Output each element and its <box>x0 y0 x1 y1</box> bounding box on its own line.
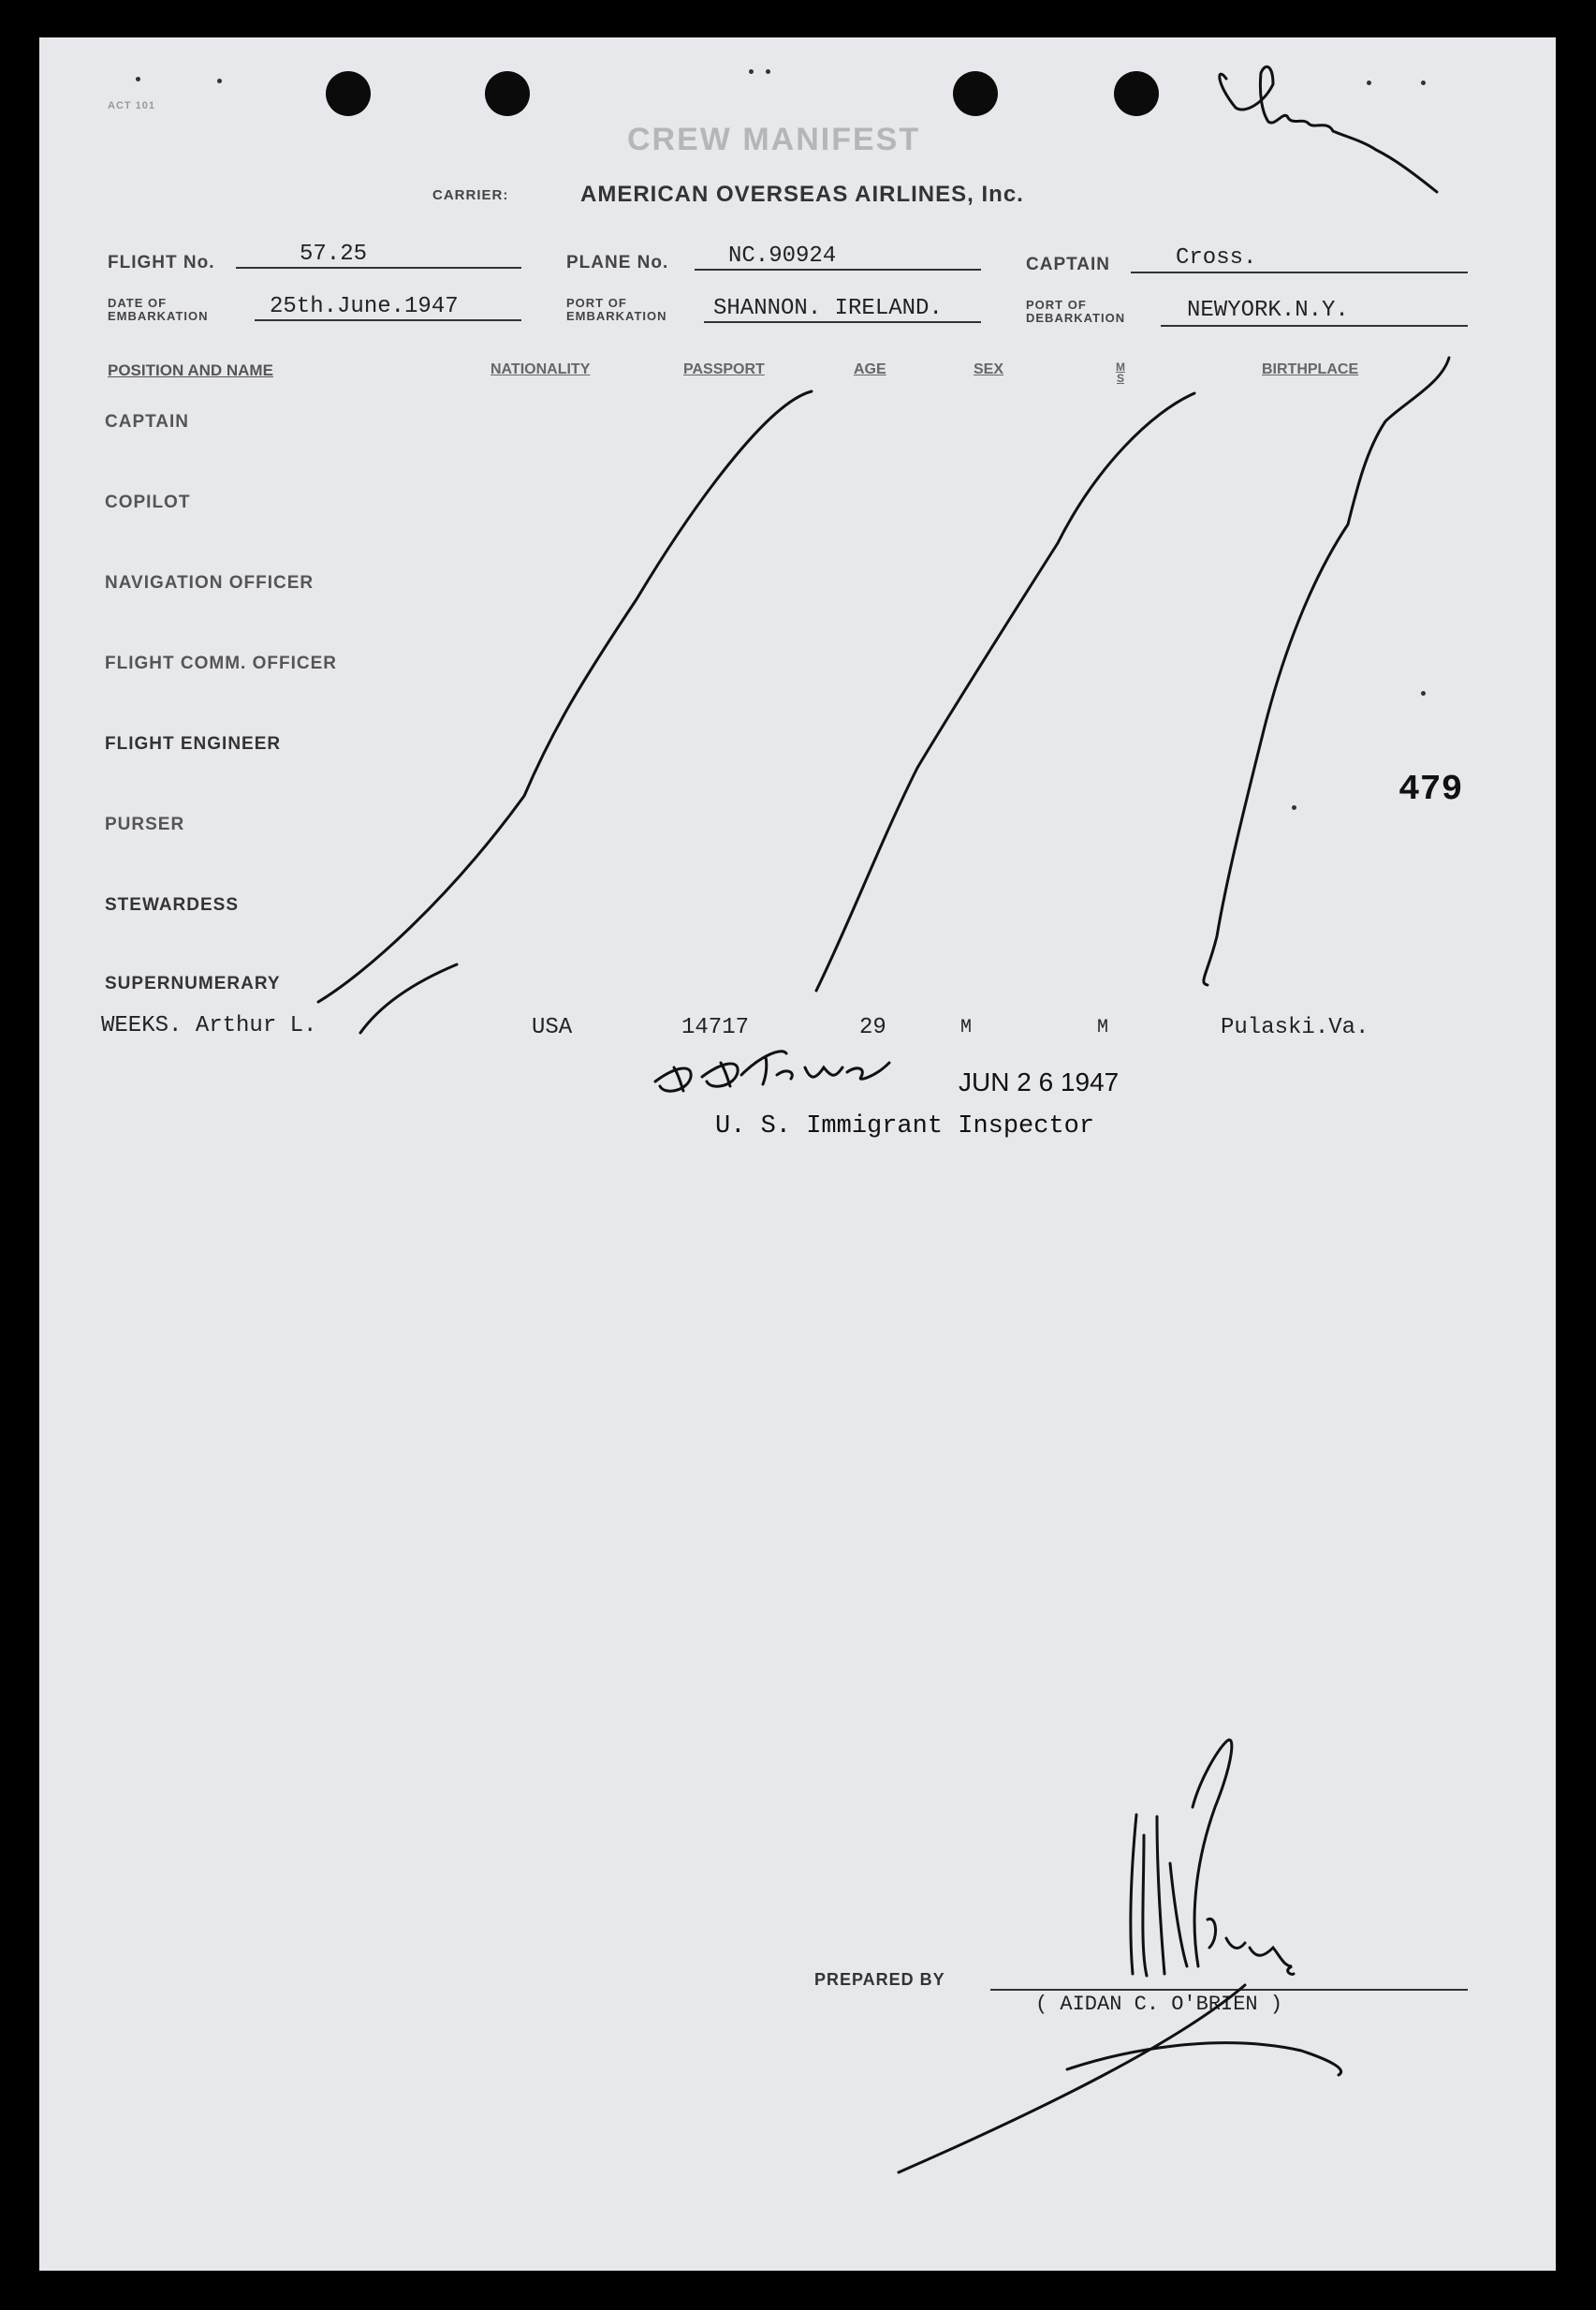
position-stewardess: STEWARDESS <box>105 895 240 915</box>
preparer-flourish <box>899 1985 1341 2172</box>
crew-marital: M <box>1097 1017 1109 1038</box>
crew-passport: 14717 <box>681 1015 750 1040</box>
col-sex: SEX <box>974 361 1004 377</box>
plane-number: NC.90924 <box>728 243 837 269</box>
position-flight-engineer: FLIGHT ENGINEER <box>105 734 282 754</box>
flight-number: 57.25 <box>300 242 368 267</box>
crew-nationality: USA <box>532 1015 573 1040</box>
captain-name: Cross. <box>1176 245 1257 271</box>
col-passport: PASSPORT <box>683 361 765 377</box>
inspector-signature <box>655 1052 889 1091</box>
preparer-name: ( AIDAN C. O'BRIEN ) <box>1035 1993 1283 2016</box>
cancel-slash-2 <box>816 393 1194 991</box>
cancel-slash-1-tail <box>360 964 457 1033</box>
carrier-name: AMERICAN OVERSEAS AIRLINES, Inc. <box>580 182 1024 207</box>
inspection-date-stamp: JUN 2 6 1947 <box>959 1067 1120 1096</box>
crew-name: WEEKS. Arthur L. <box>101 1013 317 1038</box>
page-number: 479 <box>1398 770 1463 810</box>
port-deb-line1: PORT OF <box>1026 298 1087 312</box>
crew-age: 29 <box>859 1015 886 1040</box>
prepared-by-label: PREPARED BY <box>814 1970 945 1989</box>
form-code: ACT 101 <box>108 100 156 111</box>
crew-birthplace: Pulaski.Va. <box>1221 1015 1369 1040</box>
position-captain: CAPTAIN <box>105 412 190 432</box>
embarkation-date: 25th.June.1947 <box>270 294 459 319</box>
col-position-name: POSITION AND NAME <box>108 361 273 379</box>
flight-label: FLIGHT No. <box>108 253 215 272</box>
crew-sex: M <box>960 1017 973 1038</box>
plane-label: PLANE No. <box>566 253 669 272</box>
date-label-line1: DATE OF <box>108 296 168 310</box>
inspector-title: U. S. Immigrant Inspector <box>715 1112 1095 1140</box>
carrier-label: CARRIER: <box>432 187 509 203</box>
date-label-line2: EMBARKATION <box>108 309 209 323</box>
cancel-slash-3 <box>1204 358 1449 985</box>
port-emb-line1: PORT OF <box>566 296 627 310</box>
col-age: AGE <box>854 361 886 377</box>
col-nationality: NATIONALITY <box>491 361 591 377</box>
position-navigation-officer: NAVIGATION OFFICER <box>105 573 315 593</box>
col-marital: M S <box>1116 360 1125 385</box>
cancel-slash-1 <box>318 391 812 1002</box>
preparer-signature <box>1131 1740 1294 1976</box>
port-embarkation: SHANNON. IRELAND. <box>713 296 943 321</box>
form-title: CREW MANIFEST <box>627 122 921 157</box>
position-flight-comm-officer: FLIGHT COMM. OFFICER <box>105 654 337 673</box>
port-deb-line2: DEBARKATION <box>1026 311 1126 325</box>
port-debarkation: NEWYORK.N.Y. <box>1187 298 1349 323</box>
position-copilot: COPILOT <box>105 493 191 512</box>
captain-label: CAPTAIN <box>1026 255 1111 274</box>
position-purser: PURSER <box>105 815 185 834</box>
port-emb-line2: EMBARKATION <box>566 309 667 323</box>
initials-signature <box>1220 66 1437 192</box>
col-birthplace: BIRTHPLACE <box>1262 361 1359 377</box>
position-supernumerary: SUPERNUMERARY <box>105 974 281 993</box>
